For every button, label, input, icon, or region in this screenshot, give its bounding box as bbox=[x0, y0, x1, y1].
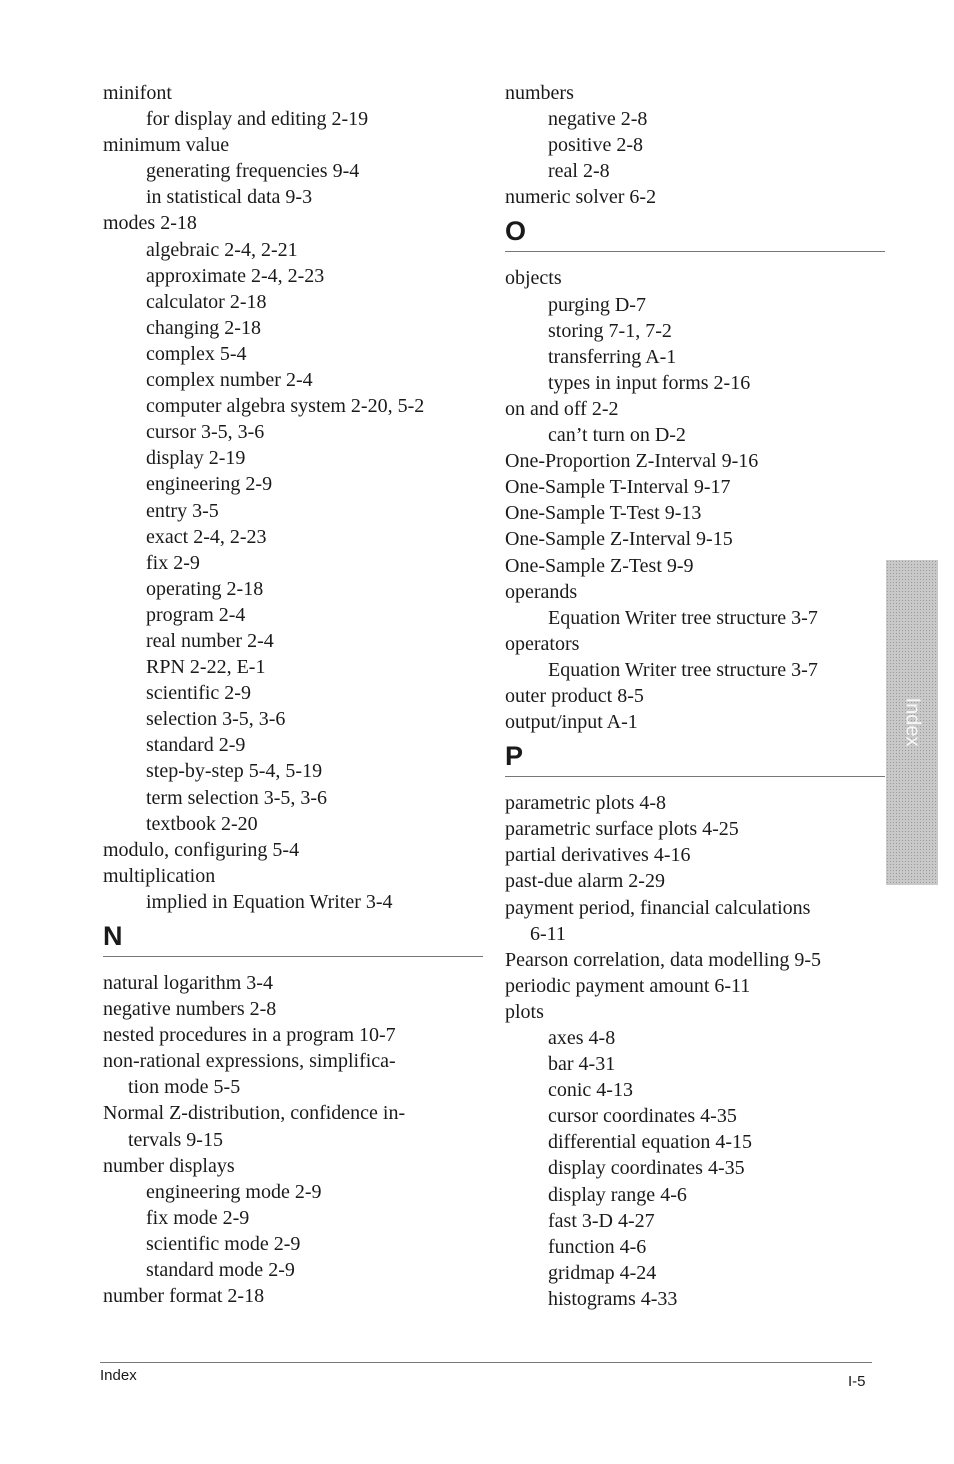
index-subentry: operating 2-18 bbox=[146, 577, 264, 600]
index-subentry: fast 3-D 4-27 bbox=[548, 1209, 655, 1232]
index-column-right bbox=[505, 80, 885, 1312]
section-letter-heading: O bbox=[505, 216, 527, 247]
index-entry: One-Sample Z-Interval 9-15 bbox=[505, 528, 733, 551]
index-entry: number format 2-18 bbox=[103, 1285, 265, 1308]
section-rule bbox=[103, 956, 483, 957]
index-subentry: axes 4-8 bbox=[548, 1027, 616, 1049]
index-subentry: approximate 2-4, 2-23 bbox=[146, 264, 325, 287]
index-subentry: RPN 2-22, E-1 bbox=[146, 656, 266, 679]
footer-rule bbox=[100, 1362, 872, 1363]
index-subentry: gridmap 4-24 bbox=[548, 1261, 657, 1284]
index-entry: past-due alarm 2-29 bbox=[505, 870, 665, 893]
index-subentry: computer algebra system 2-20, 5-2 bbox=[146, 395, 425, 418]
index-entry-continuation: 6-11 bbox=[530, 922, 566, 945]
index-subentry: real number 2-4 bbox=[146, 629, 274, 652]
thumb-tab-label: Index bbox=[901, 697, 924, 747]
index-thumb-tab bbox=[886, 560, 938, 885]
index-entry: operators bbox=[505, 632, 580, 655]
index-entry: number displays bbox=[103, 1154, 235, 1177]
index-entry: multiplication bbox=[103, 864, 216, 887]
index-subentry: program 2-4 bbox=[146, 603, 246, 626]
footer-section-label: Index bbox=[100, 1367, 137, 1384]
index-entry: nested procedures in a program 10-7 bbox=[103, 1024, 396, 1047]
section-letter-heading: N bbox=[103, 921, 123, 951]
index-entry: modulo, configuring 5-4 bbox=[103, 838, 300, 861]
index-subentry: scientific mode 2-9 bbox=[146, 1232, 301, 1255]
section-rule bbox=[505, 251, 885, 252]
index-entry: One-Sample Z-Test 9-9 bbox=[505, 554, 694, 577]
index-subentry: for display and editing 2-19 bbox=[146, 108, 369, 131]
index-subentry: transferring A-1 bbox=[548, 345, 677, 368]
index-subentry: can’t turn on D-2 bbox=[548, 424, 686, 447]
index-subentry: bar 4-31 bbox=[548, 1053, 616, 1076]
index-subentry: calculator 2-18 bbox=[146, 290, 267, 313]
index-subentry: positive 2-8 bbox=[548, 134, 643, 157]
index-entry: minifont bbox=[103, 82, 172, 104]
index-subentry: in statistical data 9-3 bbox=[146, 186, 313, 209]
index-entry: Pearson correlation, data modelling 9-5 bbox=[505, 948, 822, 971]
index-subentry: step-by-step 5-4, 5-19 bbox=[146, 760, 323, 783]
index-entry: Normal Z-distribution, confidence in- bbox=[103, 1102, 406, 1125]
index-subentry: fix mode 2-9 bbox=[146, 1206, 250, 1229]
index-entry: plots bbox=[505, 1000, 544, 1023]
index-subentry: complex number 2-4 bbox=[146, 369, 313, 392]
index-entry: One-Proportion Z-Interval 9-16 bbox=[505, 450, 759, 473]
index-entry: parametric plots 4-8 bbox=[505, 792, 667, 815]
index-entry: objects bbox=[505, 267, 562, 290]
section-letter-heading: P bbox=[505, 741, 524, 772]
index-subentry: differential equation 4-15 bbox=[548, 1131, 753, 1154]
index-subentry: negative 2-8 bbox=[548, 108, 648, 131]
index-entry: minimum value bbox=[103, 134, 230, 157]
index-subentry: selection 3-5, 3-6 bbox=[146, 708, 286, 731]
index-subentry: display range 4-6 bbox=[548, 1183, 687, 1206]
index-subentry: histograms 4-33 bbox=[548, 1287, 678, 1310]
section-rule bbox=[505, 776, 885, 777]
index-subentry: exact 2-4, 2-23 bbox=[146, 525, 267, 548]
index-subentry: term selection 3-5, 3-6 bbox=[146, 786, 328, 809]
index-entry: numbers bbox=[505, 82, 574, 104]
index-entry: on and off 2-2 bbox=[505, 397, 619, 420]
index-subentry: storing 7-1, 7-2 bbox=[548, 319, 672, 342]
index-subentry: conic 4-13 bbox=[548, 1079, 633, 1102]
index-subentry: standard mode 2-9 bbox=[146, 1259, 295, 1282]
page-number: I-5 bbox=[848, 1373, 866, 1390]
index-subentry: engineering 2-9 bbox=[146, 473, 273, 496]
index-entry: operands bbox=[505, 580, 578, 603]
index-subentry: implied in Equation Writer 3-4 bbox=[146, 890, 393, 913]
index-subentry: entry 3-5 bbox=[146, 499, 219, 522]
index-subentry: Equation Writer tree structure 3-7 bbox=[548, 658, 818, 681]
index-entry: outer product 8-5 bbox=[505, 684, 644, 707]
index-entry-continuation: tion mode 5-5 bbox=[128, 1076, 241, 1099]
index-subentry: fix 2-9 bbox=[146, 551, 200, 574]
index-entry: numeric solver 6-2 bbox=[505, 186, 657, 209]
index-subentry: cursor coordinates 4-35 bbox=[548, 1105, 737, 1128]
index-entry: negative numbers 2-8 bbox=[103, 998, 277, 1021]
index-entry: partial derivatives 4-16 bbox=[505, 844, 691, 867]
index-entry: payment period, financial calculations bbox=[505, 896, 811, 919]
index-entry: natural logarithm 3-4 bbox=[103, 972, 273, 994]
index-subentry: real 2-8 bbox=[548, 160, 610, 183]
index-entry: output/input A-1 bbox=[505, 711, 638, 734]
index-subentry: textbook 2-20 bbox=[146, 812, 258, 835]
index-entry: One-Sample T-Test 9-13 bbox=[505, 502, 702, 525]
index-subentry: complex 5-4 bbox=[146, 342, 247, 365]
index-subentry: cursor 3-5, 3-6 bbox=[146, 421, 265, 444]
index-column-left bbox=[103, 80, 483, 1309]
index-subentry: function 4-6 bbox=[548, 1235, 647, 1258]
index-subentry: changing 2-18 bbox=[146, 316, 261, 339]
index-subentry: algebraic 2-4, 2-21 bbox=[146, 238, 298, 261]
index-entry: modes 2-18 bbox=[103, 212, 197, 235]
index-subentry: generating frequencies 9-4 bbox=[146, 160, 360, 183]
index-entry: non-rational expressions, simplifica- bbox=[103, 1050, 396, 1073]
index-subentry: purging D-7 bbox=[548, 293, 646, 316]
index-subentry: types in input forms 2-16 bbox=[548, 371, 751, 394]
index-subentry: display 2-19 bbox=[146, 447, 246, 470]
index-subentry: Equation Writer tree structure 3-7 bbox=[548, 606, 818, 629]
index-entry: One-Sample T-Interval 9-17 bbox=[505, 476, 731, 499]
index-subentry: engineering mode 2-9 bbox=[146, 1180, 322, 1203]
index-entry: parametric surface plots 4-25 bbox=[505, 818, 739, 841]
index-subentry: standard 2-9 bbox=[146, 734, 246, 757]
index-subentry: scientific 2-9 bbox=[146, 682, 251, 705]
index-entry: periodic payment amount 6-11 bbox=[505, 974, 751, 997]
index-entry-continuation: tervals 9-15 bbox=[128, 1128, 223, 1151]
index-subentry: display coordinates 4-35 bbox=[548, 1157, 745, 1180]
